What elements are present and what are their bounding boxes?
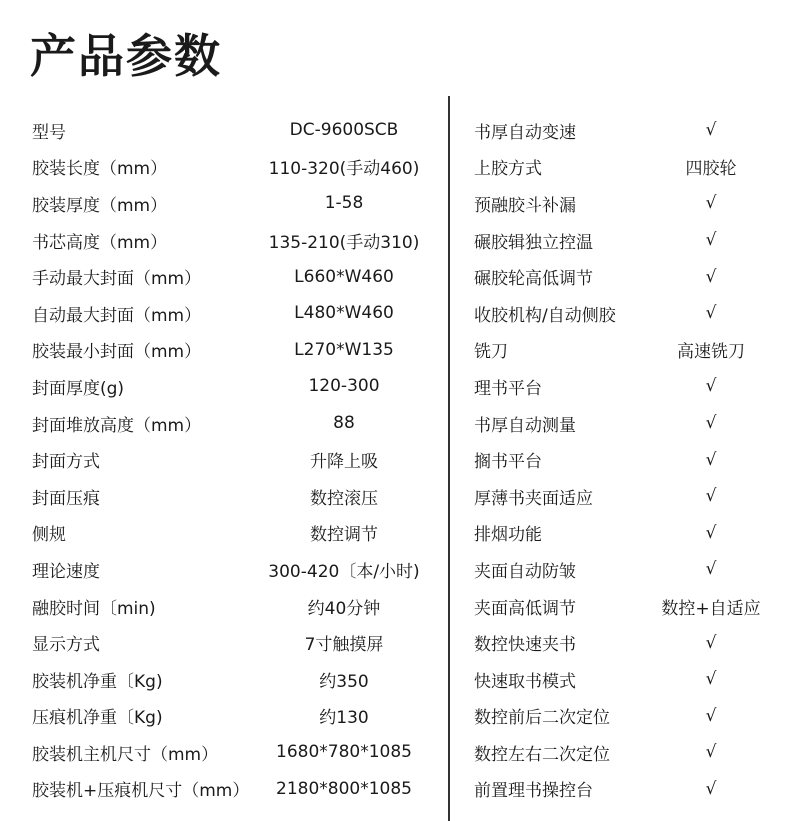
spec-value: √ (705, 522, 717, 543)
spec-label: 手动最大封面（mm） (32, 269, 202, 290)
spec-row (474, 588, 784, 625)
spec-value: DC-9600SCB (289, 120, 399, 141)
spec-row (474, 185, 784, 222)
spec-value: √ (705, 449, 717, 470)
spec-row (474, 624, 784, 661)
spec-row (474, 112, 784, 149)
spec-label: 夹面自动防皱 (474, 561, 576, 582)
spec-label: 封面压痕 (32, 488, 100, 509)
spec-row (32, 698, 444, 735)
spec-row (474, 551, 784, 588)
spec-row (474, 222, 784, 259)
spec-label: 厚薄书夹面适应 (474, 488, 593, 509)
spec-value: 110-320(手动460) (268, 159, 420, 180)
spec-label: 显示方式 (32, 635, 100, 656)
spec-value: 7寸触摸屏 (304, 635, 384, 656)
spec-label: 搁书平台 (474, 452, 542, 473)
spec-row (474, 771, 784, 808)
spec-row (32, 149, 444, 186)
spec-row (32, 588, 444, 625)
spec-value: 约40分钟 (307, 598, 381, 619)
spec-value: √ (705, 266, 717, 287)
spec-value: 四胶轮 (685, 159, 737, 180)
page-title: 产品参数 (30, 29, 222, 83)
spec-label: 碾胶轮高低调节 (474, 269, 593, 290)
spec-label: 型号 (32, 122, 66, 143)
right-spec-column (474, 112, 784, 807)
spec-row (474, 478, 784, 515)
spec-label: 封面堆放高度（mm） (32, 415, 202, 436)
spec-value: 300-420〔本/小时) (268, 561, 420, 582)
spec-row (32, 405, 444, 442)
spec-value: L480*W460 (294, 303, 394, 324)
spec-label: 数控前后二次定位 (474, 708, 610, 729)
spec-row (32, 295, 444, 332)
spec-row (32, 332, 444, 369)
spec-value: 2180*800*1085 (276, 778, 412, 799)
spec-value: L270*W135 (294, 339, 394, 360)
spec-row (474, 258, 784, 295)
spec-row (474, 332, 784, 369)
spec-label: 胶装机主机尺寸（mm） (32, 744, 219, 765)
spec-value: √ (705, 632, 717, 653)
spec-row (32, 771, 444, 808)
spec-label: 理书平台 (474, 378, 542, 399)
spec-row (32, 258, 444, 295)
spec-value: √ (705, 303, 717, 324)
spec-label: 侧规 (32, 525, 66, 546)
spec-label: 铣刀 (474, 342, 508, 363)
spec-value: √ (705, 705, 717, 726)
spec-row (32, 112, 444, 149)
spec-value: 1-58 (324, 193, 364, 214)
spec-row (32, 222, 444, 259)
spec-label: 碾胶辑独立控温 (474, 232, 593, 253)
spec-row (474, 405, 784, 442)
spec-value: 120-300 (308, 376, 380, 397)
spec-row (32, 185, 444, 222)
spec-label: 书芯高度（mm） (32, 232, 168, 253)
spec-label: 书厚自动变速 (474, 122, 576, 143)
spec-row (474, 149, 784, 186)
spec-label: 封面厚度(g) (32, 378, 125, 399)
spec-value: √ (705, 413, 717, 434)
spec-label: 前置理书操控台 (474, 781, 593, 802)
spec-value: √ (705, 486, 717, 507)
spec-value: 升降上吸 (310, 452, 378, 473)
left-spec-column (32, 112, 444, 807)
spec-row (32, 551, 444, 588)
spec-row (474, 295, 784, 332)
spec-label: 胶装长度（mm） (32, 159, 168, 180)
spec-label: 预融胶斗补漏 (474, 195, 576, 216)
spec-label: 胶装机+压痕机尺寸（mm） (32, 781, 250, 802)
spec-row (474, 368, 784, 405)
spec-value: √ (705, 669, 717, 690)
spec-row (32, 478, 444, 515)
spec-row (32, 734, 444, 771)
spec-value: √ (705, 376, 717, 397)
spec-value: L660*W460 (294, 266, 394, 287)
spec-row (32, 368, 444, 405)
spec-label: 封面方式 (32, 452, 100, 473)
spec-row (32, 624, 444, 661)
spec-label: 胶装厚度（mm） (32, 195, 168, 216)
spec-label: 压痕机净重〔Kg) (32, 708, 163, 729)
spec-value: 数控滚压 (310, 488, 378, 509)
spec-row (32, 441, 444, 478)
spec-label: 胶装机净重〔Kg) (32, 671, 163, 692)
spec-row (32, 661, 444, 698)
spec-value: 约350 (319, 671, 369, 692)
spec-label: 数控快速夹书 (474, 635, 576, 656)
spec-value: √ (705, 120, 717, 141)
spec-label: 排烟功能 (474, 525, 542, 546)
spec-value: 数控调节 (310, 525, 378, 546)
spec-value: √ (705, 778, 717, 799)
spec-value: √ (705, 742, 717, 763)
spec-value: 135-210(手动310) (268, 232, 420, 253)
spec-label: 自动最大封面（mm） (32, 305, 202, 326)
spec-value: √ (705, 230, 717, 251)
spec-label: 胶装最小封面（mm） (32, 342, 202, 363)
spec-row (474, 661, 784, 698)
spec-value: 1680*780*1085 (276, 742, 412, 763)
spec-label: 融胶时间〔min) (32, 598, 156, 619)
column-divider (448, 96, 450, 821)
spec-value: 高速铣刀 (677, 342, 745, 363)
spec-label: 夹面高低调节 (474, 598, 576, 619)
spec-value: 约130 (319, 708, 369, 729)
spec-value: 数控+自适应 (661, 598, 761, 619)
spec-row (474, 734, 784, 771)
spec-row (474, 698, 784, 735)
spec-label: 数控左右二次定位 (474, 744, 610, 765)
spec-label: 书厚自动测量 (474, 415, 576, 436)
spec-value: √ (705, 559, 717, 580)
spec-row (474, 441, 784, 478)
spec-value: √ (705, 193, 717, 214)
spec-label: 收胶机构/自动侧胶 (474, 305, 616, 326)
spec-row (474, 515, 784, 552)
spec-row (32, 515, 444, 552)
spec-value: 88 (333, 413, 355, 434)
spec-label: 理论速度 (32, 561, 100, 582)
spec-label: 快速取书模式 (474, 671, 576, 692)
spec-label: 上胶方式 (474, 159, 542, 180)
